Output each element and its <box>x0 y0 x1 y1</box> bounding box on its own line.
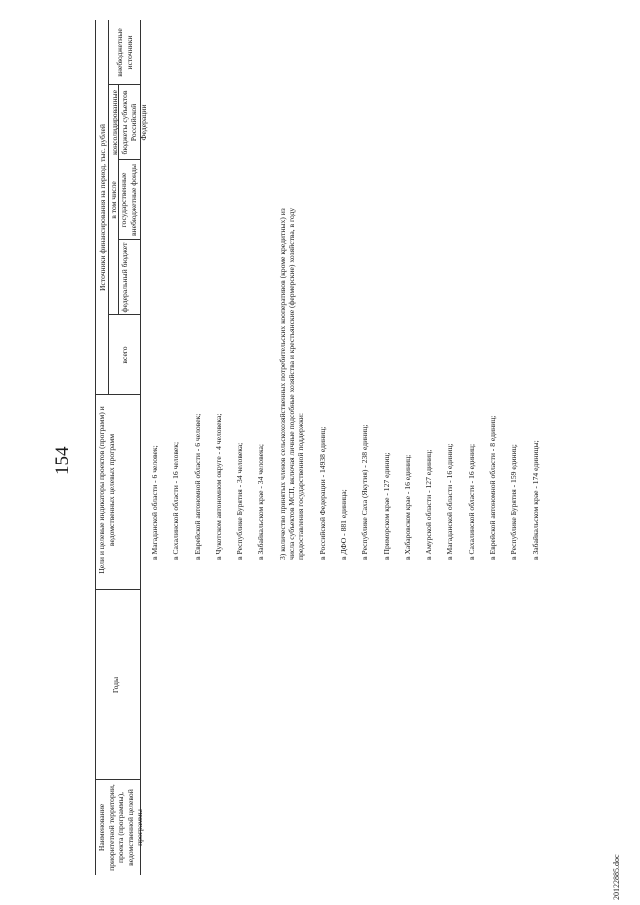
header-name: Наименование приоритетной территории, проекта (программы), ведомственной целевой программы <box>97 784 145 871</box>
header-federal: федеральный бюджет <box>120 242 129 313</box>
header-regional: консолидированные бюджеты субъектов Российской Федерации <box>110 89 148 156</box>
list-item: в Еврейской автономной области - 6 человек; <box>192 413 202 560</box>
list-item: в Чукотском автономном округе - 4 человека; <box>213 413 223 560</box>
header-years: Годы <box>111 676 120 694</box>
col-divider-total-federal <box>108 314 141 315</box>
header-extrabudget: внебюджетные источники <box>115 28 134 77</box>
list-item: в Российской Федерации - 14938 единиц; <box>317 426 327 560</box>
list-item: в Еврейской автономной области - 8 единиц; <box>488 415 498 560</box>
page-number: 154 <box>52 446 73 475</box>
list-item: в Приморском крае - 127 единиц; <box>381 452 391 560</box>
list-item: в Республике Саха (Якутия) - 238 единиц; <box>360 424 370 560</box>
col-divider-regional-extrabudget <box>108 84 141 85</box>
list-item: в Республике Бурятия - 159 единиц; <box>509 444 519 560</box>
list-item: в Забайкальском крае - 174 единицы; <box>530 440 540 560</box>
list-item: в ДФО - 881 единица; <box>338 489 348 560</box>
col-divider-goals-funding <box>95 394 141 395</box>
table-top-border <box>95 20 96 875</box>
header-state-funds: государственные внебюджетные фонды <box>119 163 138 237</box>
list-item: в Забайкальском крае - 34 человека; <box>256 443 266 560</box>
col-divider-federal-funds <box>118 239 141 240</box>
col-divider-funds-regional <box>118 159 141 160</box>
list-item: в Сахалинской области - 16 единиц; <box>466 443 476 560</box>
document-id: 20122885.doc <box>612 854 621 900</box>
list-item: в Республике Бурятия - 34 человека; <box>235 442 245 560</box>
header-total: всего <box>120 346 129 364</box>
header-funding: Источники финансирования на период, тыс. рублей <box>98 124 107 291</box>
indicators-list <box>150 205 540 560</box>
header-including: в том числе <box>109 181 118 219</box>
list-item: 3) количество принятых членов сельскохозяйственных потребительских кооперативов (кроме кредитных) из числа субъектов МСП, включая личные подсобные хозяйства и крестьянские (фермерские) хозяйства, в году предоставления государственной поддержки: <box>277 207 306 560</box>
list-item: в Сахалинской области - 16 человек; <box>171 441 181 560</box>
header-goals: Цели и целевые индикаторы проектов (программ) и ведомственных целевых программ <box>97 406 116 574</box>
list-item: в Амурской области - 127 единиц; <box>424 449 434 560</box>
list-item: в Хабаровском крае - 16 единиц; <box>402 454 412 560</box>
col-divider-years-goals <box>95 589 141 590</box>
col-divider-name-years <box>95 779 141 780</box>
list-item: в Магаданской области - 6 человек; <box>150 445 159 560</box>
list-item: в Магаданской области - 16 единиц; <box>445 443 455 560</box>
